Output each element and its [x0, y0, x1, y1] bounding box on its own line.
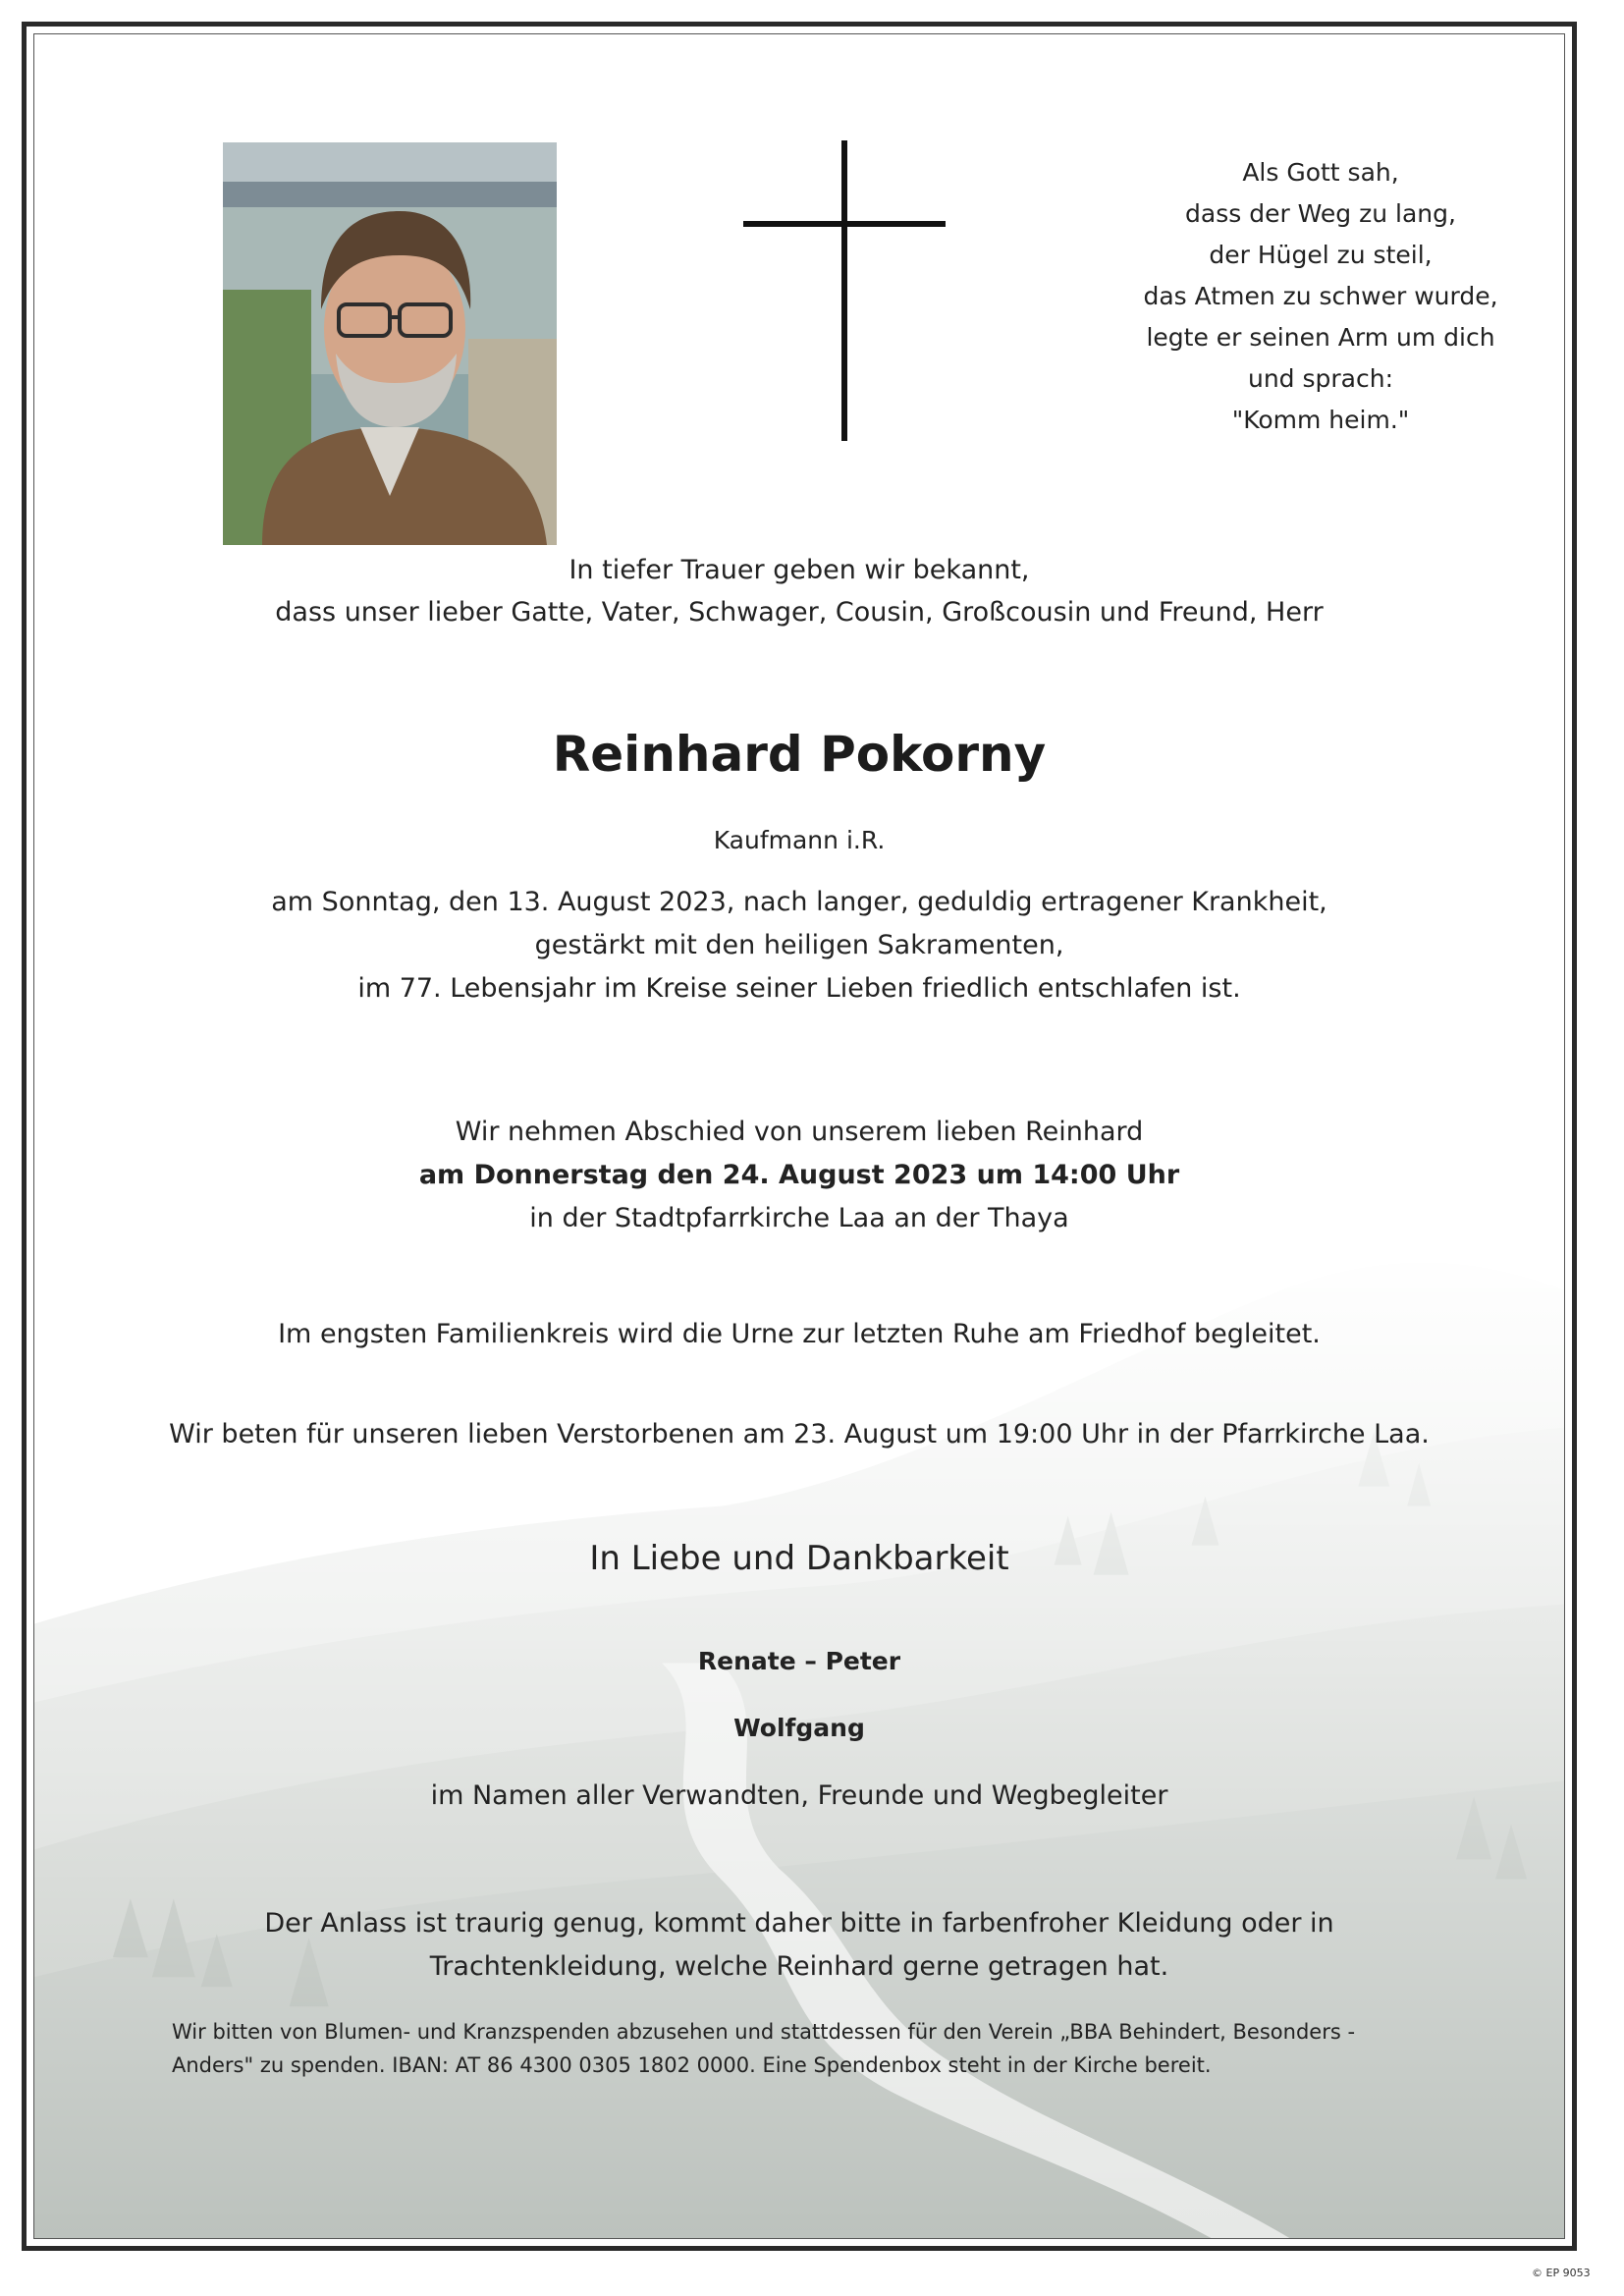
poem: [1114, 152, 1527, 441]
occupation: Kaufmann i.R.: [713, 826, 886, 854]
farewell-location: in der Stadtpfarrkirche Laa an der Thaya: [529, 1203, 1069, 1233]
death-notice-line: am Sonntag, den 13. August 2023, nach langer, geduldig ertragener Krankheit,: [271, 887, 1327, 917]
cross-symbol: [743, 140, 946, 441]
notice-panel: [33, 33, 1565, 2239]
family-names: Renate – Peter: [697, 1647, 901, 1675]
urn-notice: Im engsten Familienkreis wird die Urne zur letzten Ruhe am Friedhof begleitet.: [278, 1319, 1321, 1349]
dress-code-line: Der Anlass ist traurig genug, kommt daher bitte in farbenfroher Kleidung oder in: [264, 1908, 1334, 1939]
farewell-date: am Donnerstag den 24. August 2023 um 14:00 Uhr: [418, 1160, 1180, 1190]
donation-line: Wir bitten von Blumen- und Kranzspenden abzusehen und stattdessen für den Verein „BBA Behindert, Besonders -: [172, 2020, 1356, 2044]
poem-line: dass der Weg zu lang,: [1185, 199, 1456, 228]
portrait-photo: [223, 142, 557, 545]
donation-line: Anders" zu spenden. IBAN: AT 86 4300 0305 1802 0000. Eine Spendenbox steht in der Kirche bereit.: [172, 2053, 1212, 2077]
dress-code-line: Trachtenkleidung, welche Reinhard gerne getragen hat.: [429, 1951, 1169, 1982]
intro-line: dass unser lieber Gatte, Vater, Schwager, Cousin, Großcousin und Freund, Herr: [275, 597, 1324, 628]
intro-line: In tiefer Trauer geben wir bekannt,: [568, 555, 1030, 585]
death-notice-line: im 77. Lebensjahr im Kreise seiner Lieben friedlich entschlafen ist.: [357, 973, 1241, 1004]
poem-line: das Atmen zu schwer wurde,: [1143, 282, 1498, 310]
family-names: Wolfgang: [733, 1714, 865, 1742]
family-relatives: im Namen aller Verwandten, Freunde und Wegbegleiter: [430, 1780, 1168, 1811]
poem-line: Als Gott sah,: [1242, 158, 1399, 187]
prayer-notice: Wir beten für unseren lieben Verstorbenen am 23. August um 19:00 Uhr in der Pfarrkirche Laa.: [169, 1419, 1430, 1449]
poem-line: "Komm heim.": [1231, 406, 1410, 434]
poem-line: legte er seinen Arm um dich: [1146, 323, 1495, 352]
poem-line: und sprach:: [1247, 364, 1393, 393]
poem-line: der Hügel zu steil,: [1209, 241, 1433, 269]
deceased-name: Reinhard Pokorny: [552, 726, 1047, 783]
death-notice-line: gestärkt mit den heiligen Sakramenten,: [534, 930, 1064, 960]
closing-phrase: In Liebe und Dankbarkeit: [589, 1539, 1009, 1578]
copyright-mark: © EP 9053: [1532, 2267, 1591, 2279]
farewell-line: Wir nehmen Abschied von unserem lieben Reinhard: [455, 1117, 1144, 1147]
